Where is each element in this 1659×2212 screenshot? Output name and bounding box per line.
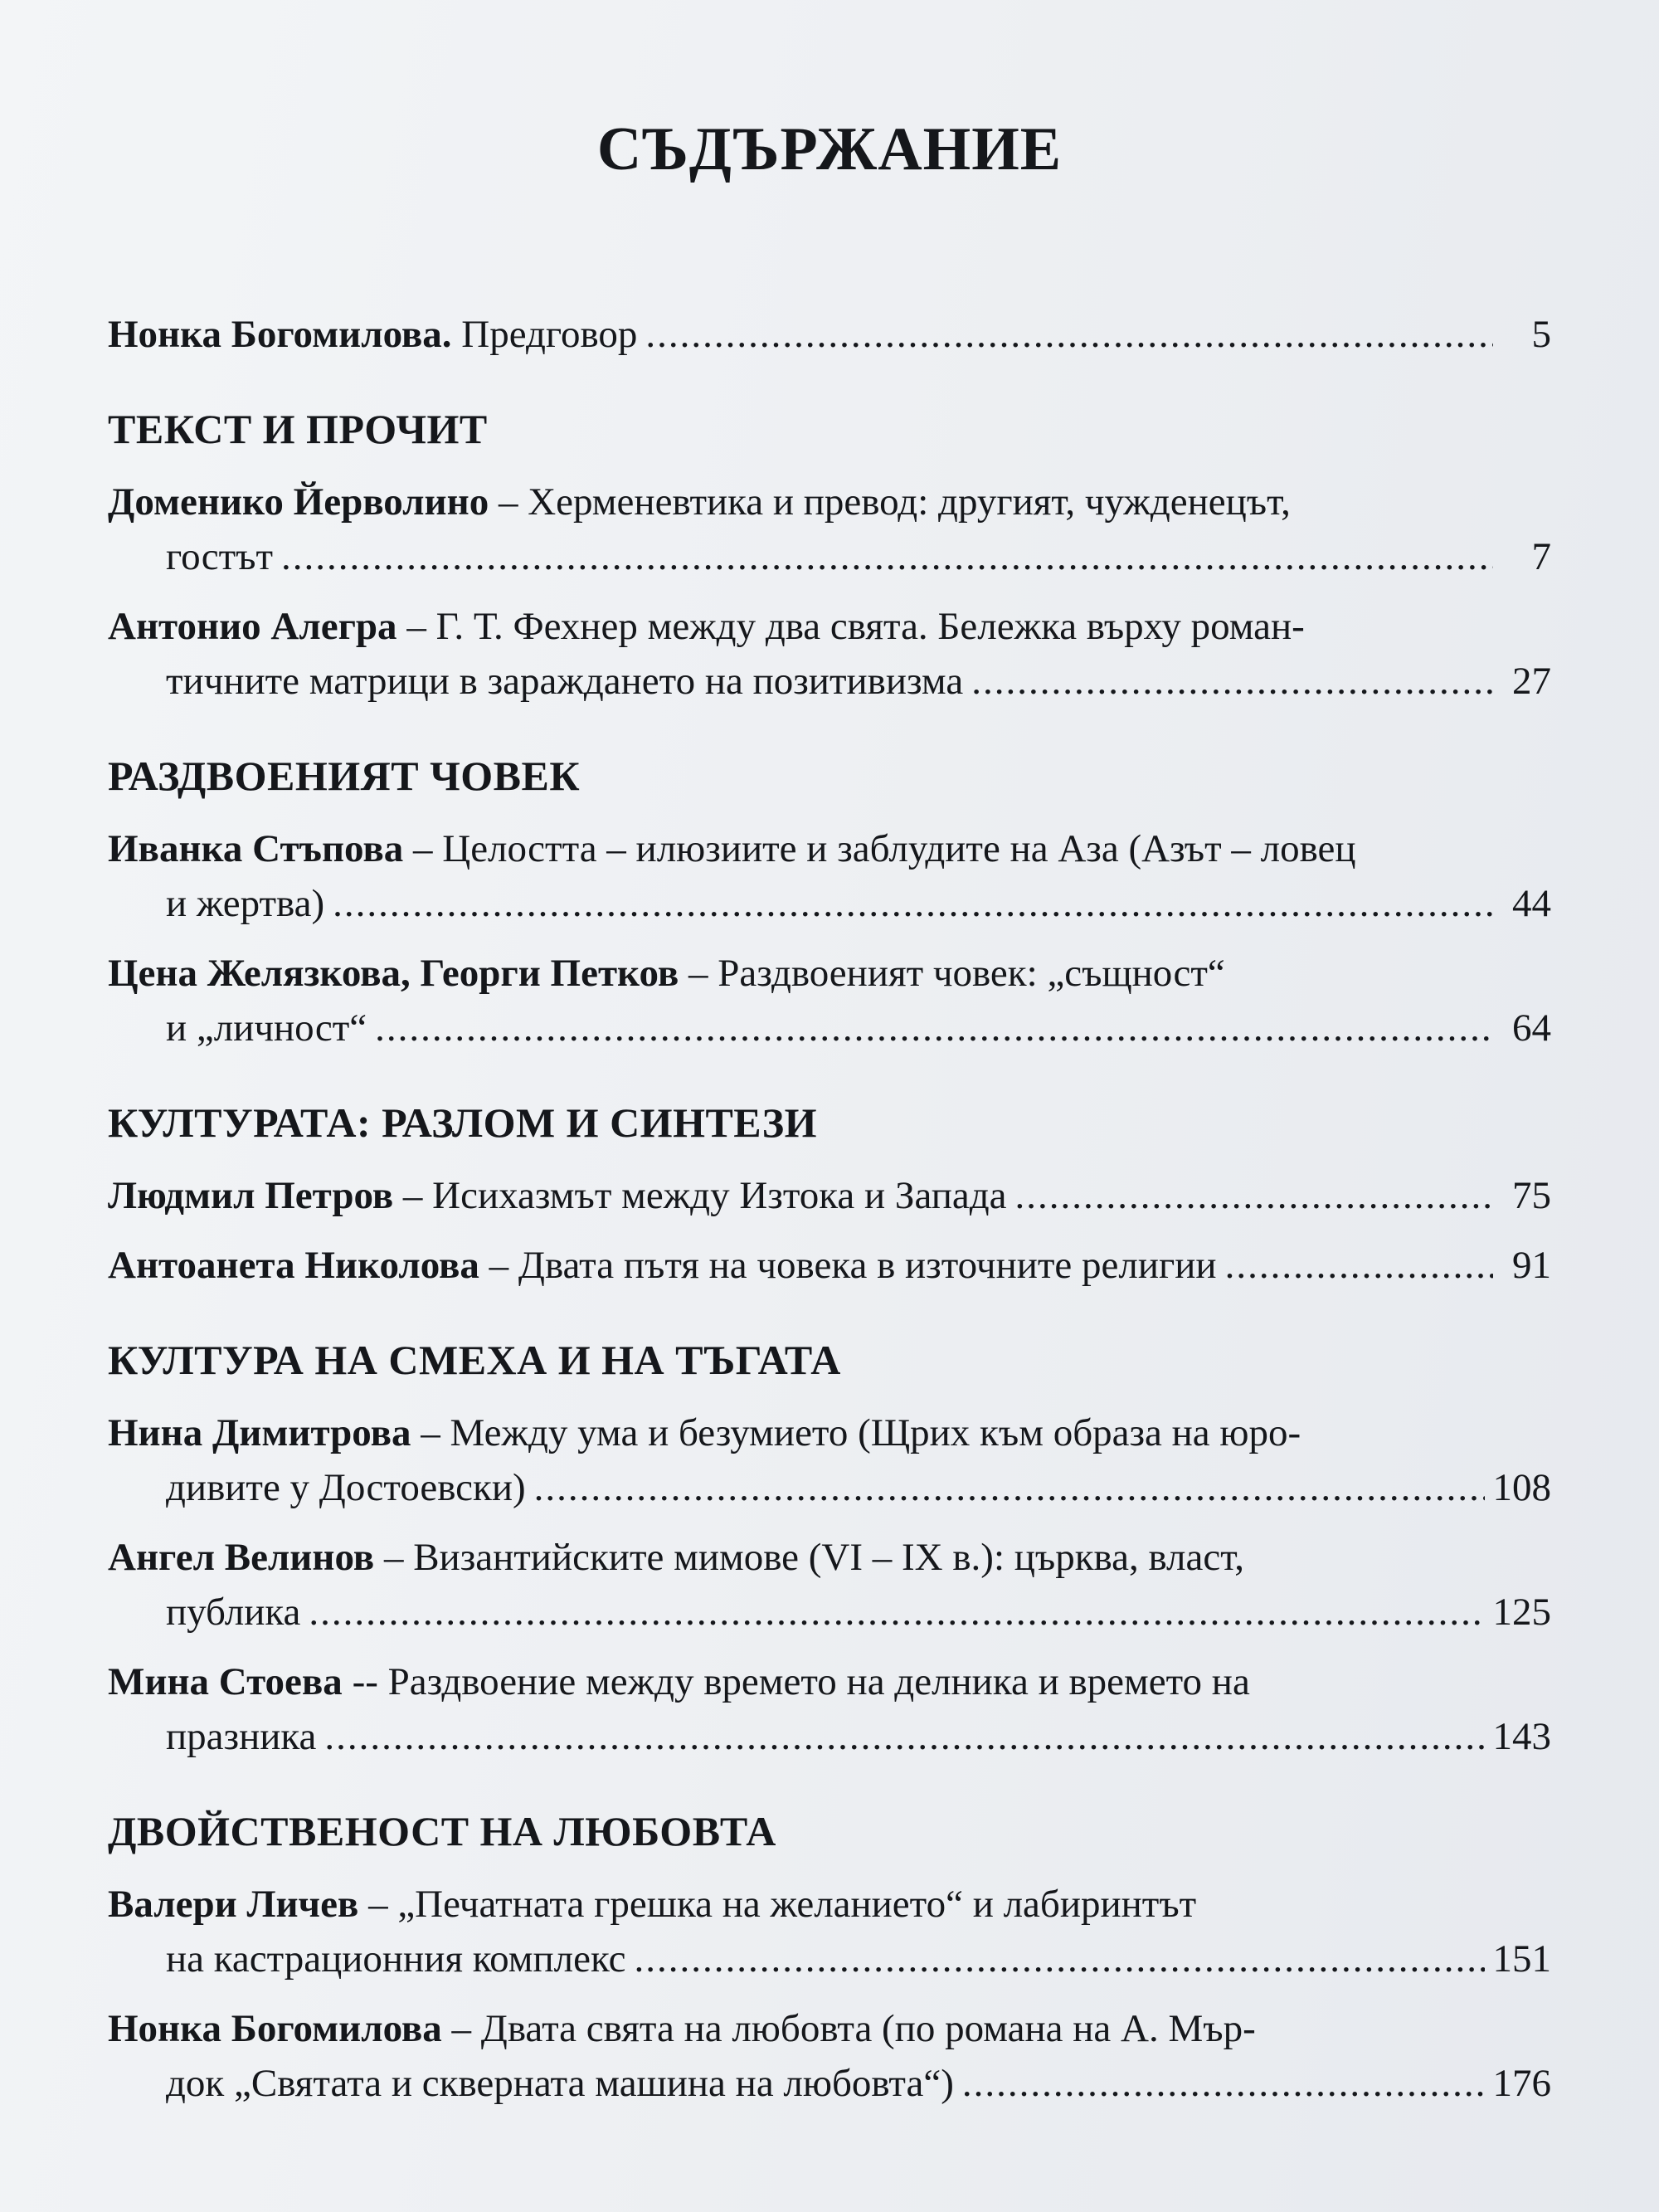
entry-author: Валери Личев bbox=[108, 1883, 359, 1926]
entry-author: Ангел Велинов bbox=[108, 1536, 375, 1579]
entry-title-continued: публика bbox=[166, 1591, 301, 1634]
entry-author: Людмил Петров bbox=[108, 1174, 394, 1217]
toc-entry: Цена Желязкова, Георги Петков – Раздвоеният човек: „същност“ и „личност“ ..... 64 bbox=[108, 946, 1551, 1055]
toc-entry: Нина Димитрова – Между ума и безумието (Щрих към образа на юро- дивите у Достоевски) ..... 108 bbox=[108, 1406, 1551, 1515]
entry-author: Доменико Йерволино bbox=[108, 480, 489, 524]
entry-title: Двата свята на любовта (по романа на А. Мър- bbox=[480, 2007, 1256, 2050]
leader-dots bbox=[635, 1932, 1485, 1986]
page-number: 44 bbox=[1512, 882, 1551, 925]
entry-author: Антонио Алегра bbox=[108, 605, 397, 648]
entry-title-continued: и жертва) bbox=[166, 882, 325, 925]
section-text-and-reading bbox=[108, 405, 1551, 709]
entry-author: Нонка Богомилова. bbox=[108, 313, 452, 356]
section-laughter-and-sorrow bbox=[108, 1336, 1551, 1764]
entry-title: Раздвоение между времето на делника и времето на bbox=[387, 1660, 1250, 1703]
table-of-contents bbox=[108, 100, 1551, 2126]
entry-title: Двата пътя на човека в източните религии bbox=[518, 1244, 1217, 1287]
leader-dots bbox=[281, 529, 1493, 584]
page-number: 91 bbox=[1512, 1244, 1551, 1287]
leader-dots bbox=[1225, 1238, 1493, 1293]
section-title: ТЕКСТ И ПРОЧИТ bbox=[108, 406, 488, 452]
entry-title-continued: док „Святата и скверната машина на любовта“) bbox=[166, 2062, 954, 2105]
section-title: ДВОЙСТВЕНОСТ НА ЛЮБОВТА bbox=[108, 1808, 776, 1854]
section-title: РАЗДВОЕНИЯТ ЧОВЕК bbox=[108, 753, 581, 799]
entry-title: „Печатната грешка на желанието“ и лабиринтът bbox=[397, 1883, 1197, 1926]
leader-dots bbox=[324, 1709, 1484, 1764]
leader-dots bbox=[645, 307, 1493, 362]
entry-title-continued: тичните матрици в зараждането на позитивизма bbox=[166, 660, 964, 703]
page-number: 27 bbox=[1512, 660, 1551, 703]
page-title: СЪДЪРЖАНИЕ bbox=[596, 115, 1063, 183]
page-number: 108 bbox=[1492, 1466, 1551, 1509]
entry-title-continued: на кастрационния комплекс bbox=[166, 1937, 626, 1981]
section-divided-man bbox=[108, 752, 1551, 1055]
toc-entry: Мина Стоева -- Раздвоение между времето на делника и времето на празника ..... 143 bbox=[108, 1654, 1551, 1764]
entry-author: Нонка Богомилова bbox=[108, 2007, 442, 2050]
toc-entry: Антонио Алегра – Г. Т. Фехнер между два свята. Бележка върху роман- тичните матрици в зараждането на позитивизма ..... 27 bbox=[108, 599, 1551, 709]
leader-dots bbox=[309, 1585, 1484, 1640]
page-number: 151 bbox=[1492, 1937, 1551, 1981]
entry-title: Херменевтика и превод: другият, чужденецът, bbox=[528, 480, 1291, 524]
toc-entry: Ангел Велинов – Византийските мимове (VI – IX в.): църква, власт, публика ..... 125 bbox=[108, 1530, 1551, 1640]
page-number: 176 bbox=[1492, 2062, 1551, 2105]
leader-dots bbox=[962, 2056, 1485, 2111]
entry-title-continued: дивите у Достоевски) bbox=[166, 1466, 526, 1509]
leader-dots bbox=[375, 1001, 1493, 1055]
entry-title: Между ума и безумието (Щрих към образа на юро- bbox=[450, 1411, 1301, 1454]
entry-title: Г. Т. Фехнер между два свята. Бележка върху роман- bbox=[435, 605, 1305, 648]
toc-entry-preface bbox=[108, 307, 1551, 362]
toc-entry: Валери Личев – „Печатната грешка на желанието“ и лабиринтът на кастрационния комплекс ..... 151 bbox=[108, 1877, 1551, 1986]
entry-author: Мина Стоева bbox=[108, 1660, 343, 1703]
entry-title-continued: празника bbox=[166, 1715, 317, 1758]
section-title: КУЛТУРАТА: РАЗЛОМ И СИНТЕЗИ bbox=[108, 1099, 818, 1146]
section-title: КУЛТУРА НА СМЕХА И НА ТЪГАТА bbox=[108, 1337, 841, 1383]
page-number: 5 bbox=[1531, 313, 1551, 356]
leader-dots bbox=[534, 1460, 1485, 1515]
entry-author: Иванка Стъпова bbox=[108, 827, 404, 870]
leader-dots bbox=[333, 876, 1493, 931]
page-number: 7 bbox=[1531, 535, 1551, 578]
page-number: 64 bbox=[1512, 1006, 1551, 1050]
entry-title-continued: гостът bbox=[166, 535, 274, 578]
entry-title: Исихазмът между Изтока и Запада bbox=[432, 1174, 1007, 1217]
section-duality-of-love bbox=[108, 1807, 1551, 2111]
entry-title-continued: и „личност“ bbox=[166, 1006, 367, 1050]
toc-entry: Антоанета Николова – Двата пътя на човека в източните религии ..... 91 bbox=[108, 1238, 1551, 1293]
page-number: 75 bbox=[1512, 1174, 1551, 1217]
entry-author: Антоанета Николова bbox=[108, 1244, 479, 1287]
toc-entry: Доменико Йерволино – Херменевтика и превод: другият, чужденецът, гостът ..... 7 bbox=[108, 475, 1551, 584]
section-culture-rift-and-syntheses bbox=[108, 1099, 1551, 1293]
entry-author: Цена Желязкова, Георги Петков bbox=[108, 952, 679, 995]
entry-author: Нина Димитрова bbox=[108, 1411, 411, 1454]
entry-title: Византийските мимове (VI – IX в.): църква, власт, bbox=[413, 1536, 1244, 1579]
entry-title: Предговор bbox=[461, 313, 638, 356]
leader-dots bbox=[971, 654, 1493, 709]
entry-title: Целостта – илюзиите и заблудите на Аза (Азът – ловец bbox=[442, 827, 1356, 870]
entry-title: Раздвоеният човек: „същност“ bbox=[718, 952, 1225, 995]
toc-entry: Людмил Петров – Исихазмът между Изтока и Запада ..... 75 bbox=[108, 1168, 1551, 1223]
toc-entry: Нонка Богомилова – Двата свята на любовта (по романа на А. Мър- док „Святата и скверната машина на любовта“) ..... 176 bbox=[108, 2001, 1551, 2111]
preface-section bbox=[108, 307, 1551, 362]
page-number: 143 bbox=[1492, 1715, 1551, 1758]
leader-dots bbox=[1014, 1168, 1493, 1223]
toc-entry: Иванка Стъпова – Целостта – илюзиите и заблудите на Аза (Азът – ловец и жертва) ..... 44 bbox=[108, 821, 1551, 931]
page-number: 125 bbox=[1492, 1591, 1551, 1634]
